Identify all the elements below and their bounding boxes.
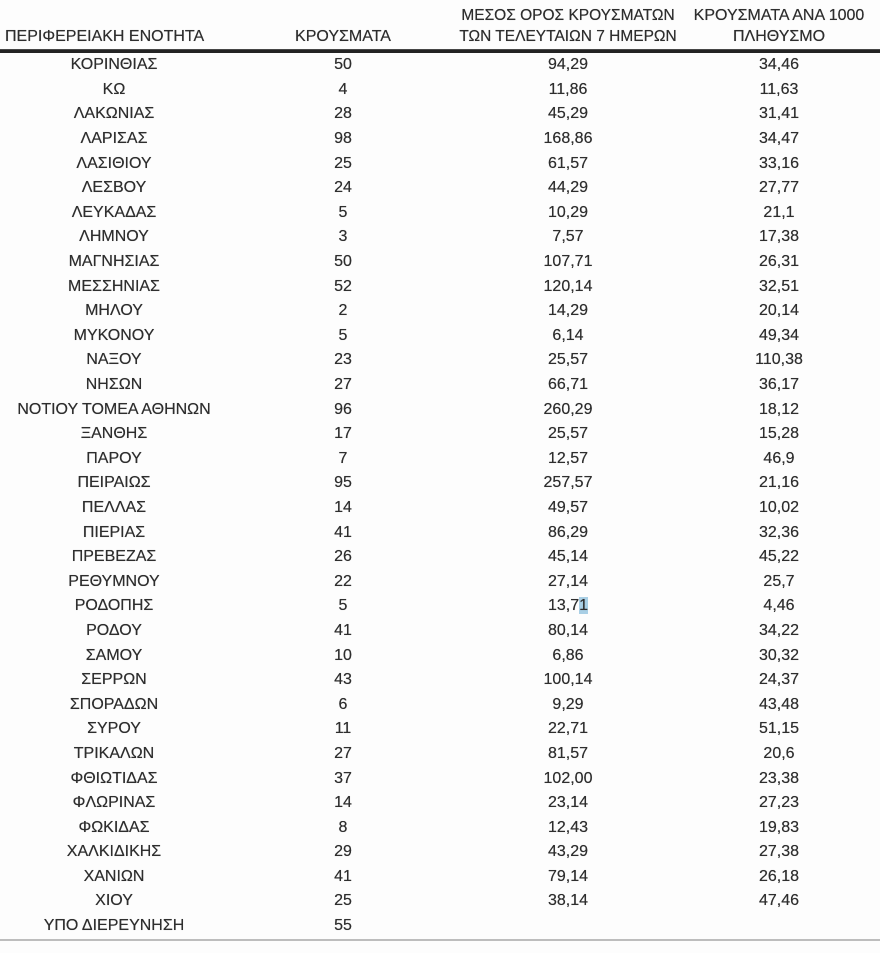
cases-cell: 27 [334, 744, 352, 762]
avg7-cell: 61,57 [547, 154, 589, 172]
col-header-cases-label: ΚΡΟΥΣΜΑΤΑ [295, 28, 391, 45]
per1000-cell: 10,02 [758, 498, 800, 516]
per1000-cell: 49,34 [758, 326, 800, 344]
avg7-cell: 27,14 [547, 572, 589, 590]
cases-cell: 10 [334, 646, 352, 664]
region-cell: ΤΡΙΚΑΛΩΝ [73, 744, 155, 762]
table-row [0, 78, 880, 103]
per1000-cell: 32,51 [758, 277, 800, 295]
cases-cell: 5 [338, 203, 348, 221]
avg7-cell: 79,14 [547, 867, 589, 885]
avg7-cell: 45,14 [547, 548, 589, 566]
cases-cell: 26 [334, 548, 352, 566]
avg7-cell: 22,71 [547, 720, 589, 738]
per1000-cell: 27,77 [758, 179, 800, 197]
avg7-cell: 49,57 [547, 498, 589, 516]
avg7-cell: 43,29 [547, 843, 589, 861]
region-cell: ΜΕΣΣΗΝΙΑΣ [68, 277, 160, 295]
per1000-cell: 20,6 [763, 744, 795, 762]
region-cell: ΣΥΡΟΥ [87, 720, 141, 738]
per1000-cell: 26,31 [758, 253, 800, 271]
table-row [0, 250, 880, 275]
per1000-cell: 19,83 [758, 818, 800, 836]
table-row [0, 766, 880, 791]
table-row [0, 889, 880, 914]
cases-cell: 17 [334, 425, 352, 443]
col-header-region [0, 26, 228, 49]
per1000-cell: 32,36 [758, 523, 800, 541]
avg7-cell: 120,14 [543, 277, 593, 295]
region-cell: ΦΛΩΡΙΝΑΣ [72, 794, 156, 812]
per1000-cell: 47,46 [758, 892, 800, 910]
col-header-per1000-line2: ΠΛΗΘΥΣΜΟ [732, 28, 826, 45]
table-row [0, 225, 880, 250]
region-cell: ΚΟΡΙΝΘΙΑΣ [70, 56, 158, 74]
region-cell: ΠΕΙΡΑΙΩΣ [77, 474, 151, 492]
per1000-cell: 30,32 [758, 646, 800, 664]
cases-cell: 41 [334, 621, 352, 639]
cases-cell: 55 [334, 917, 352, 935]
cases-cell: 14 [334, 498, 352, 516]
avg7-cell: 66,71 [547, 376, 589, 394]
region-cell: ΣΑΜΟΥ [85, 646, 143, 664]
table-row [0, 643, 880, 668]
avg7-cell: 38,14 [547, 892, 589, 910]
avg7-cell: 12,57 [547, 449, 589, 467]
col-header-avg7-line2: ΤΩΝ ΤΕΛΕΥΤΑΙΩΝ 7 ΗΜΕΡΩΝ [459, 28, 677, 45]
table-row [0, 692, 880, 717]
region-cell: ΧΑΛΚΙΔΙΚΗΣ [66, 843, 162, 861]
table-row [0, 471, 880, 496]
cases-cell: 28 [334, 105, 352, 123]
avg7-cell: 257,57 [543, 474, 593, 492]
per1000-cell: 36,17 [758, 376, 800, 394]
per1000-cell: 21,1 [763, 203, 795, 221]
per1000-cell: 26,18 [758, 867, 800, 885]
avg7-cell: 25,57 [547, 351, 589, 369]
region-cell: ΛΗΜΝΟΥ [79, 228, 149, 246]
col-header-per1000 [678, 5, 880, 49]
avg7-cell: 9,29 [552, 695, 584, 713]
avg7-cell: 94,29 [547, 56, 589, 74]
region-cell: ΣΕΡΡΩΝ [81, 671, 147, 689]
avg7-cell: 6,86 [552, 646, 584, 664]
per1000-cell: 18,12 [758, 400, 800, 418]
cell-text: 13,7 [547, 597, 580, 615]
per1000-cell: 15,28 [758, 425, 800, 443]
cases-cell: 27 [334, 376, 352, 394]
cases-cell: 95 [334, 474, 352, 492]
per1000-cell: 4,46 [763, 597, 795, 615]
cases-cell: 23 [334, 351, 352, 369]
cases-cell: 98 [334, 130, 352, 148]
region-cell: ΚΩ [102, 80, 126, 98]
region-cell: ΜΗΛΟΥ [85, 302, 143, 320]
cases-cell: 24 [334, 179, 352, 197]
table-row [0, 914, 880, 939]
text-selection-highlight: 1 [579, 597, 589, 615]
per1000-cell: 43,48 [758, 695, 800, 713]
region-cell: ΧΑΝΙΩΝ [83, 867, 145, 885]
region-cell: ΧΙΟΥ [95, 892, 133, 910]
per1000-cell: 25,7 [763, 572, 795, 590]
region-cell: ΝΑΞΟΥ [86, 351, 142, 369]
per1000-cell: 24,37 [758, 671, 800, 689]
table-row [0, 594, 880, 619]
avg7-cell: 44,29 [547, 179, 589, 197]
table-row [0, 397, 880, 422]
cases-cell: 2 [338, 302, 348, 320]
per1000-cell: 27,38 [758, 843, 800, 861]
table-row [0, 102, 880, 127]
cases-cell: 8 [338, 818, 348, 836]
table-row [0, 422, 880, 447]
avg7-cell: 86,29 [547, 523, 589, 541]
avg7-cell: 12,43 [547, 818, 589, 836]
table-row [0, 324, 880, 349]
table-row [0, 447, 880, 472]
per1000-cell: 45,22 [758, 548, 800, 566]
cases-cell: 41 [334, 523, 352, 541]
table-row [0, 717, 880, 742]
table-row [0, 840, 880, 865]
table-row [0, 127, 880, 152]
region-cell: ΛΕΥΚΑΔΑΣ [71, 203, 157, 221]
table-row [0, 201, 880, 226]
per1000-cell: 23,38 [758, 769, 800, 787]
per1000-cell: 31,41 [758, 105, 800, 123]
region-cell: ΛΑΣΙΘΙΟΥ [76, 154, 152, 172]
cases-cell: 4 [338, 80, 348, 98]
col-header-cases [228, 26, 458, 49]
cases-cell: 37 [334, 769, 352, 787]
per1000-cell: 20,14 [758, 302, 800, 320]
cases-cell: 41 [334, 867, 352, 885]
region-cell: ΡΟΔΟΥ [86, 621, 142, 639]
per1000-cell: 33,16 [758, 154, 800, 172]
region-cell: ΦΩΚΙΔΑΣ [78, 818, 150, 836]
table-row [0, 299, 880, 324]
cases-cell: 5 [338, 326, 348, 344]
cases-cell: 22 [334, 572, 352, 590]
col-header-region-label: ΠΕΡΙΦΕΡΕΙΑΚΗ ΕΝΟΤΗΤΑ [5, 28, 205, 45]
region-cell: ΡΕΘΥΜΝΟΥ [68, 572, 160, 590]
cases-cell: 29 [334, 843, 352, 861]
table-row [0, 569, 880, 594]
table-row [0, 348, 880, 373]
per1000-cell: 110,38 [755, 351, 803, 369]
table-row [0, 373, 880, 398]
table-header-row [0, 0, 880, 49]
per1000-cell: 51,15 [758, 720, 800, 738]
avg7-cell: 45,29 [547, 105, 589, 123]
table-row [0, 53, 880, 78]
cases-cell: 3 [338, 228, 348, 246]
avg7-cell: 25,57 [547, 425, 589, 443]
per1000-cell: 34,46 [758, 56, 800, 74]
avg7-cell: 102,00 [543, 769, 593, 787]
avg7-cell: 107,71 [543, 253, 593, 271]
col-header-per1000-line1: ΚΡΟΥΣΜΑΤΑ ΑΝΑ 1000 [693, 7, 865, 24]
cases-cell: 5 [338, 597, 348, 615]
cases-cell: 14 [334, 794, 352, 812]
table-row [0, 742, 880, 767]
table-row [0, 865, 880, 890]
table-row [0, 815, 880, 840]
cases-cell: 25 [334, 892, 352, 910]
region-cell: ΛΕΣΒΟΥ [81, 179, 147, 197]
cases-cell: 52 [334, 277, 352, 295]
per1000-cell: 11,63 [759, 80, 799, 98]
per1000-cell: 34,22 [758, 621, 800, 639]
cases-cell: 50 [334, 253, 352, 271]
table-row [0, 151, 880, 176]
region-cell: ΦΘΙΩΤΙΔΑΣ [70, 769, 158, 787]
region-cell: ΡΟΔΟΠΗΣ [74, 597, 154, 615]
table-row [0, 520, 880, 545]
region-cell: ΣΠΟΡΑΔΩΝ [69, 695, 159, 713]
cases-cell: 7 [338, 449, 348, 467]
avg7-cell: 6,14 [552, 326, 584, 344]
avg7-cell: 10,29 [547, 203, 589, 221]
table-row [0, 496, 880, 521]
avg7-cell [458, 597, 678, 615]
avg7-cell: 81,57 [547, 744, 589, 762]
avg7-cell: 14,29 [547, 302, 589, 320]
region-cell: ΠΙΕΡΙΑΣ [82, 523, 146, 541]
table-row [0, 176, 880, 201]
cases-cell: 50 [334, 56, 352, 74]
avg7-cell: 11,86 [548, 80, 588, 98]
table-body [0, 53, 880, 938]
region-cell: ΠΑΡΟΥ [86, 449, 142, 467]
avg7-cell: 260,29 [543, 400, 593, 418]
avg7-cell: 100,14 [543, 671, 593, 689]
region-cell: ΛΑΡΙΣΑΣ [80, 130, 148, 148]
table-bottom-rule [0, 939, 880, 941]
per1000-cell: 21,16 [758, 474, 800, 492]
per1000-cell: 46,9 [763, 449, 795, 467]
avg7-cell: 7,57 [552, 228, 584, 246]
table-row [0, 668, 880, 693]
cases-cell: 96 [334, 400, 352, 418]
per1000-cell: 34,47 [758, 130, 800, 148]
region-cell: ΝΗΣΩΝ [85, 376, 143, 394]
per1000-cell: 17,38 [758, 228, 800, 246]
avg7-cell: 23,14 [547, 794, 589, 812]
region-cell: ΜΥΚΟΝΟΥ [73, 326, 155, 344]
table-row [0, 791, 880, 816]
region-cell: ΛΑΚΩΝΙΑΣ [73, 105, 155, 123]
table-row [0, 274, 880, 299]
cases-cell: 6 [338, 695, 348, 713]
col-header-avg7-line1: ΜΕΣΟΣ ΟΡΟΣ ΚΡΟΥΣΜΑΤΩΝ [461, 7, 675, 24]
cases-cell: 25 [334, 154, 352, 172]
avg7-cell: 168,86 [543, 130, 593, 148]
avg7-cell: 80,14 [547, 621, 589, 639]
region-cell: ΠΡΕΒΕΖΑΣ [71, 548, 157, 566]
region-cell: ΞΑΝΘΗΣ [80, 425, 148, 443]
region-cell: ΝΟΤΙΟΥ ΤΟΜΕΑ ΑΘΗΝΩΝ [17, 400, 211, 418]
table-row [0, 619, 880, 644]
region-cell: ΥΠΟ ΔΙΕΡΕΥΝΗΣΗ [43, 917, 185, 935]
col-header-avg7 [458, 5, 678, 49]
cases-cell: 11 [334, 720, 352, 738]
cases-cell: 43 [334, 671, 352, 689]
region-cell: ΜΑΓΝΗΣΙΑΣ [68, 253, 160, 271]
region-cell: ΠΕΛΛΑΣ [81, 498, 147, 516]
per1000-cell: 27,23 [758, 794, 800, 812]
table-row [0, 545, 880, 570]
